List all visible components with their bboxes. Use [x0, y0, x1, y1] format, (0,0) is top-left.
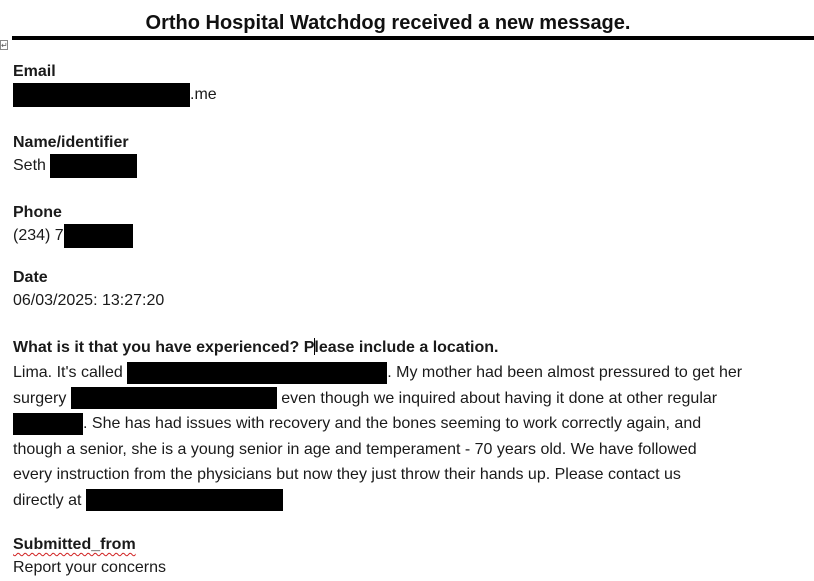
message-title: Ortho Hospital Watchdog received a new message.: [145, 12, 631, 34]
title-rule: [12, 36, 814, 40]
question-part2: lease include a location.: [314, 339, 499, 356]
redaction-block: [86, 489, 283, 511]
experience-question: [13, 338, 498, 358]
email-field: [13, 62, 217, 108]
redaction-block: [13, 83, 190, 107]
name-label: Name/identifier: [13, 134, 129, 151]
body-line: Lima. It's called . My mother had been almost pressured to get her: [13, 360, 808, 386]
submitted-field: [13, 535, 166, 581]
email-value: [13, 82, 217, 108]
name-field: [13, 133, 137, 179]
question-part1: What is it that you have experienced? P: [13, 339, 315, 356]
redaction-block: [50, 154, 137, 178]
anchor-icon: ↵: [1, 41, 8, 50]
body-line: . She has had issues with recovery and the bones seeming to work correctly again, and: [13, 411, 808, 437]
body-line: though a senior, she is a young senior in age and temperament - 70 years old. We have followed: [13, 440, 697, 458]
body-line: directly at: [13, 488, 808, 514]
phone-prefix: (234) 7: [13, 227, 64, 244]
email-suffix: .me: [190, 86, 217, 103]
submitted-label: Submitted_from: [13, 536, 136, 553]
redaction-block: [13, 413, 83, 435]
submitted-value: Report your concerns: [13, 559, 166, 576]
name-value: [13, 153, 137, 179]
redaction-block: [64, 224, 133, 248]
body-line: every instruction from the physicians but now they just throw their hands up. Please contact us: [13, 466, 681, 483]
redaction-block: [127, 362, 387, 384]
phone-field: [13, 203, 133, 249]
phone-value: [13, 223, 133, 249]
date-field: [13, 268, 164, 314]
date-label: Date: [13, 269, 48, 286]
date-value: 06/03/2025: 13:27:20: [13, 292, 165, 309]
phone-label: Phone: [13, 204, 62, 221]
redaction-block: [71, 387, 277, 409]
experience-body: [13, 360, 808, 513]
body-line: surgery even though we inquired about having it done at other regular: [13, 386, 808, 412]
name-first: Seth: [13, 157, 46, 174]
email-label: Email: [13, 63, 56, 80]
